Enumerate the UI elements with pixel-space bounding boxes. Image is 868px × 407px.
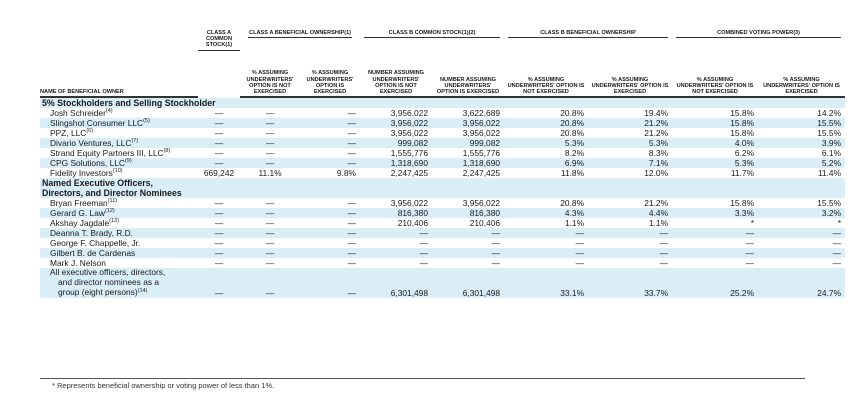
table-row bbox=[40, 168, 845, 178]
owner-name-cell bbox=[40, 138, 198, 148]
cell-v-not: 3.3% bbox=[672, 208, 758, 218]
footnote-ref: (8) bbox=[163, 148, 171, 155]
cell-b-num-ex: — bbox=[491, 258, 501, 269]
owner-name-cell bbox=[40, 148, 198, 158]
table-row bbox=[40, 118, 845, 128]
cell-v-not: — bbox=[745, 238, 755, 249]
cell-b-num-ex: 1,318,690 bbox=[432, 158, 504, 168]
owner-name: Josh Schreider bbox=[50, 108, 106, 119]
cell-b-num-ex: — bbox=[432, 248, 504, 258]
cell-b-pct-ex: 21.2% bbox=[588, 118, 672, 128]
class-b-beneficial-ownership-header: CLASS B BENEFICIAL OWNERSHIP bbox=[504, 30, 672, 38]
cell-a-pct-not: — bbox=[265, 218, 275, 229]
cell-b-pct-ex: — bbox=[659, 258, 669, 269]
cell-b-pct-ex: — bbox=[588, 248, 672, 258]
cell-b-num-ex: 1,555,776 bbox=[462, 148, 501, 159]
cell-b-pct-ex: 19.4% bbox=[644, 108, 669, 119]
cell-b-num-not: 3,956,022 bbox=[390, 198, 428, 209]
cell-a-num: — bbox=[198, 248, 240, 258]
cell-b-num-not: 1,555,776 bbox=[390, 148, 428, 159]
cell-b-num-not: 1,318,690 bbox=[360, 158, 432, 168]
ownership-table-container bbox=[40, 30, 845, 298]
cell-a-pct-ex: — bbox=[300, 268, 360, 297]
cell-a-pct-ex: — bbox=[347, 108, 356, 119]
cell-b-num-ex: — bbox=[432, 228, 504, 238]
table-row bbox=[40, 148, 845, 158]
table-row bbox=[40, 158, 845, 168]
cell-b-pct-ex: 1.1% bbox=[648, 218, 669, 229]
owner-name-cell bbox=[40, 118, 198, 128]
owner-name-cell bbox=[40, 128, 198, 138]
cell-b-num-ex: 210,406 bbox=[469, 218, 501, 229]
cell-b-pct-ex: 4.4% bbox=[588, 208, 672, 218]
cell-a-num: — bbox=[214, 258, 224, 269]
cell-b-num-not: 3,956,022 bbox=[390, 108, 428, 119]
owner-name: Gerard G. Law bbox=[50, 208, 105, 219]
cell-b-pct-not: — bbox=[575, 258, 585, 269]
cell-a-pct-not: — bbox=[265, 258, 275, 269]
owner-name: CPG Solutions, LLC bbox=[50, 158, 125, 169]
cell-v-not: 5.3% bbox=[672, 158, 758, 168]
cell-v-not: 15.8% bbox=[672, 118, 758, 128]
column-header-row bbox=[40, 38, 845, 98]
cell-v-not: — bbox=[672, 248, 758, 258]
table-row bbox=[40, 198, 845, 208]
cell-b-pct-ex: 21.2% bbox=[644, 128, 669, 139]
cell-v-not: 11.7% bbox=[730, 168, 755, 179]
cell-v-not: 15.8% bbox=[730, 198, 755, 209]
cell-b-num-not: — bbox=[360, 228, 432, 238]
section-title-stockholders: 5% Stockholders and Selling Stockholder bbox=[40, 98, 845, 108]
cell-b-pct-ex: 8.3% bbox=[648, 148, 669, 159]
cell-a-pct-not: — bbox=[265, 238, 275, 249]
cell-b-num-ex: 6,301,498 bbox=[432, 268, 504, 297]
cell-v-ex: * bbox=[837, 218, 842, 229]
cell-v-ex: 15.5% bbox=[817, 198, 842, 209]
footnote-ref: (7) bbox=[131, 138, 139, 145]
cell-v-ex: 15.5% bbox=[758, 118, 845, 128]
owner-name: George F. Chappelle, Jr. bbox=[50, 238, 141, 249]
cell-v-ex: 3.2% bbox=[758, 208, 845, 218]
cell-a-pct-ex: — bbox=[347, 198, 356, 209]
cell-a-pct-not: — bbox=[265, 108, 275, 119]
cell-b-num-ex: 3,622,689 bbox=[462, 108, 501, 119]
section-title-officers: Named Executive Officers, Directors, and Director Nominees bbox=[40, 178, 845, 198]
cell-b-pct-not: — bbox=[504, 228, 588, 238]
table-row bbox=[40, 208, 845, 218]
cell-a-pct-ex: — bbox=[347, 218, 356, 229]
section-header-row bbox=[40, 98, 845, 108]
cell-a-pct-not: — bbox=[265, 128, 275, 139]
cell-a-num: — bbox=[198, 208, 240, 218]
owner-name-cell bbox=[40, 108, 198, 118]
cell-b-num-ex: 3,956,022 bbox=[432, 118, 504, 128]
cell-v-ex: 6.1% bbox=[821, 148, 842, 159]
owner-name-cell bbox=[40, 228, 198, 238]
owner-name: Gilbert B. de Cardenas bbox=[50, 248, 136, 259]
name-column-header: NAME OF BENEFICIAL OWNER bbox=[40, 38, 198, 98]
owner-name-cell bbox=[40, 218, 198, 228]
cell-a-pct-not: — bbox=[240, 208, 300, 218]
class-b-number-not-exercised-header: NUMBER ASSUMING UNDERWRITERS' OPTION IS NOT EXERCISED bbox=[360, 38, 432, 98]
cell-a-pct-not: — bbox=[265, 148, 275, 159]
cell-a-pct-ex: — bbox=[300, 248, 360, 258]
cell-b-pct-not: 20.8% bbox=[560, 198, 585, 209]
cell-b-pct-ex: 33.7% bbox=[588, 268, 672, 297]
cell-v-ex: — bbox=[832, 258, 842, 269]
cell-a-num: — bbox=[198, 138, 240, 148]
cell-b-pct-not: 8.2% bbox=[564, 148, 585, 159]
table-row bbox=[40, 258, 845, 268]
owner-name-cell bbox=[40, 208, 198, 218]
cell-b-num-not: 3,956,022 bbox=[360, 118, 432, 128]
cell-b-num-not: 999,082 bbox=[360, 138, 432, 148]
cell-a-pct-ex: — bbox=[347, 148, 356, 159]
cell-a-num: — bbox=[214, 238, 224, 249]
footnote-ref: (11) bbox=[107, 198, 118, 205]
cell-b-pct-not: 20.8% bbox=[504, 118, 588, 128]
voting-pct-exercised-header: % ASSUMING UNDERWRITERS' OPTION IS EXERCISED bbox=[758, 38, 845, 98]
footnote-ref: (12) bbox=[104, 208, 115, 215]
cell-v-not: — bbox=[745, 258, 755, 269]
cell-b-num-not: — bbox=[419, 238, 428, 249]
cell-v-not: 4.0% bbox=[672, 138, 758, 148]
owner-name: Mark J. Nelson bbox=[50, 258, 106, 269]
voting-pct-not-exercised-header: % ASSUMING UNDERWRITERS' OPTION IS NOT EXERCISED bbox=[672, 38, 758, 98]
cell-b-pct-not: 6.9% bbox=[504, 158, 588, 168]
owner-name-cell bbox=[40, 158, 198, 168]
cell-b-num-ex: 3,956,022 bbox=[462, 198, 501, 209]
section-header-row bbox=[40, 178, 845, 198]
table-row bbox=[40, 238, 845, 248]
cell-b-num-ex: 3,956,022 bbox=[462, 128, 501, 139]
cell-a-pct-ex: — bbox=[347, 128, 356, 139]
cell-b-num-ex: 816,380 bbox=[432, 208, 504, 218]
cell-v-ex: — bbox=[832, 238, 842, 249]
cell-b-pct-not: — bbox=[504, 248, 588, 258]
cell-b-pct-not: 33.1% bbox=[504, 268, 588, 297]
cell-b-pct-not: — bbox=[575, 238, 585, 249]
cell-b-num-ex: 999,082 bbox=[432, 138, 504, 148]
cell-v-ex: 5.2% bbox=[758, 158, 845, 168]
class-b-pct-not-exercised-header: % ASSUMING UNDERWRITERS' OPTION IS NOT EXERCISED bbox=[504, 38, 588, 98]
footnote-ref: (4) bbox=[105, 108, 113, 115]
owner-name: PPZ, LLC bbox=[50, 128, 87, 139]
cell-a-num: — bbox=[214, 218, 224, 229]
cell-a-pct-ex: — bbox=[347, 258, 356, 269]
cell-v-ex: 11.4% bbox=[817, 168, 842, 179]
cell-a-num: — bbox=[198, 158, 240, 168]
cell-b-pct-not: 5.3% bbox=[504, 138, 588, 148]
cell-b-pct-ex: 7.1% bbox=[588, 158, 672, 168]
cell-b-pct-not: 20.8% bbox=[560, 128, 585, 139]
cell-b-num-not: 3,956,022 bbox=[390, 128, 428, 139]
owner-name: Divario Ventures, LLC bbox=[50, 138, 132, 149]
cell-b-pct-not: 4.3% bbox=[504, 208, 588, 218]
cell-b-pct-ex: 21.2% bbox=[644, 198, 669, 209]
cell-a-num: — bbox=[198, 228, 240, 238]
owner-name-cell bbox=[40, 168, 198, 178]
owner-name-cell bbox=[40, 238, 198, 248]
cell-a-pct-ex: — bbox=[300, 118, 360, 128]
owner-name-cell bbox=[40, 198, 198, 208]
cell-b-num-not: 2,247,425 bbox=[390, 168, 428, 179]
table-row bbox=[40, 128, 845, 138]
table-row bbox=[40, 228, 845, 238]
cell-v-not: * bbox=[750, 218, 755, 229]
class-a-common-stock-header: CLASS A COMMON STOCK$^{(1)}$ bbox=[198, 30, 240, 98]
cell-a-num: — bbox=[214, 128, 224, 139]
cell-a-num: 669,242 bbox=[203, 168, 235, 179]
owner-name: Akshay Jagdale bbox=[50, 218, 110, 229]
cell-v-ex: — bbox=[758, 228, 845, 238]
owner-name: Slingshot Consumer LLC bbox=[50, 118, 144, 129]
footnote-ref: (5) bbox=[143, 118, 150, 125]
footnote-ref: (10) bbox=[112, 168, 123, 175]
class-a-beneficial-ownership-header: CLASS A BENEFICIAL OWNERSHIP$^{(1)}$ bbox=[240, 30, 360, 38]
cell-a-pct-ex: 9.8% bbox=[336, 168, 356, 179]
footnote-ref: (13) bbox=[109, 218, 119, 225]
cell-a-num: — bbox=[214, 108, 224, 119]
table-row bbox=[40, 248, 845, 258]
cell-a-pct-not: — bbox=[240, 228, 300, 238]
table-row bbox=[40, 218, 845, 228]
cell-a-num: — bbox=[214, 148, 224, 159]
table-row bbox=[40, 108, 845, 118]
cell-b-pct-ex: — bbox=[659, 238, 669, 249]
cell-b-num-ex: 2,247,425 bbox=[462, 168, 501, 179]
combined-voting-power-header: COMBINED VOTING POWER$^{(3)}$ bbox=[672, 30, 845, 38]
table-row bbox=[40, 138, 845, 148]
cell-a-pct-ex: — bbox=[300, 158, 360, 168]
cell-a-pct-not: — bbox=[265, 198, 275, 209]
cell-v-not: 15.8% bbox=[730, 128, 755, 139]
cell-a-pct-not: 11.1% bbox=[258, 168, 282, 179]
footnote-divider bbox=[40, 378, 805, 379]
group-header-row bbox=[40, 30, 845, 38]
owner-name: Deanna T. Brady, R.D. bbox=[50, 228, 134, 239]
table-row-group-total bbox=[40, 268, 845, 297]
group-row-label: All executive officers, directors, and director nominees as a group (eight persons)$^{(14)}$ bbox=[40, 268, 198, 297]
cell-v-not: 25.2% bbox=[672, 268, 758, 297]
cell-a-num: — bbox=[198, 268, 240, 297]
cell-a-pct-not: — bbox=[240, 138, 300, 148]
class-b-number-exercised-header: NUMBER ASSUMING UNDERWRITERS' OPTION IS EXERCISED bbox=[432, 38, 504, 98]
cell-v-ex: 15.5% bbox=[817, 128, 842, 139]
cell-b-pct-ex: — bbox=[588, 228, 672, 238]
cell-v-ex: 14.2% bbox=[817, 108, 842, 119]
cell-a-num: — bbox=[214, 198, 224, 209]
class-b-pct-exercised-header: % ASSUMING UNDERWRITERS' OPTION IS EXERCISED bbox=[588, 38, 672, 98]
cell-a-pct-ex: — bbox=[347, 238, 356, 249]
owner-name: Bryan Freeman bbox=[50, 198, 108, 209]
cell-b-num-not: 816,380 bbox=[360, 208, 432, 218]
cell-b-pct-ex: 5.3% bbox=[588, 138, 672, 148]
cell-a-pct-ex: — bbox=[300, 228, 360, 238]
cell-a-pct-not: — bbox=[240, 158, 300, 168]
cell-b-pct-not: 20.8% bbox=[560, 108, 585, 119]
cell-b-num-not: — bbox=[360, 248, 432, 258]
owner-name: Fidelity Investors bbox=[50, 168, 113, 179]
cell-b-num-not: 210,406 bbox=[397, 218, 428, 229]
cell-v-ex: — bbox=[758, 248, 845, 258]
owner-name-cell bbox=[40, 248, 198, 258]
footnote-ref: (6) bbox=[86, 128, 94, 135]
cell-v-ex: 24.7% bbox=[758, 268, 845, 297]
cell-a-num: — bbox=[198, 118, 240, 128]
cell-b-pct-not: 1.1% bbox=[564, 218, 585, 229]
cell-v-ex: 3.9% bbox=[758, 138, 845, 148]
cell-v-not: 6.2% bbox=[734, 148, 755, 159]
cell-b-pct-not: 11.8% bbox=[560, 168, 585, 179]
cell-b-num-ex: — bbox=[491, 238, 501, 249]
cell-a-pct-not: — bbox=[240, 268, 300, 297]
cell-v-not: 15.8% bbox=[730, 108, 755, 119]
cell-v-not: — bbox=[672, 228, 758, 238]
cell-a-pct-ex: — bbox=[300, 138, 360, 148]
class-a-pct-exercised-header: % ASSUMING UNDERWRITERS' OPTION IS EXERCISED bbox=[300, 38, 360, 98]
class-b-common-stock-header: CLASS B COMMON $STOCK^{(1)(2)}$ bbox=[360, 30, 504, 38]
cell-a-pct-ex: — bbox=[300, 208, 360, 218]
beneficial-ownership-table bbox=[40, 30, 845, 298]
owner-name-cell bbox=[40, 258, 198, 268]
footnote-ref: (9) bbox=[124, 158, 132, 165]
cell-a-pct-not: — bbox=[240, 248, 300, 258]
cell-b-num-not: — bbox=[419, 258, 428, 269]
class-a-pct-not-exercised-header: % ASSUMING UNDERWRITERS' OPTION IS NOT EXERCISED bbox=[240, 38, 300, 98]
footnote-text: * Represents beneficial ownership or voting power of less than 1%. bbox=[52, 381, 275, 390]
cell-b-pct-ex: 12.0% bbox=[644, 168, 669, 179]
cell-b-num-not: 6,301,498 bbox=[360, 268, 432, 297]
owner-name: Strand Equity Partners III, LLC bbox=[50, 148, 164, 159]
cell-a-pct-not: — bbox=[240, 118, 300, 128]
